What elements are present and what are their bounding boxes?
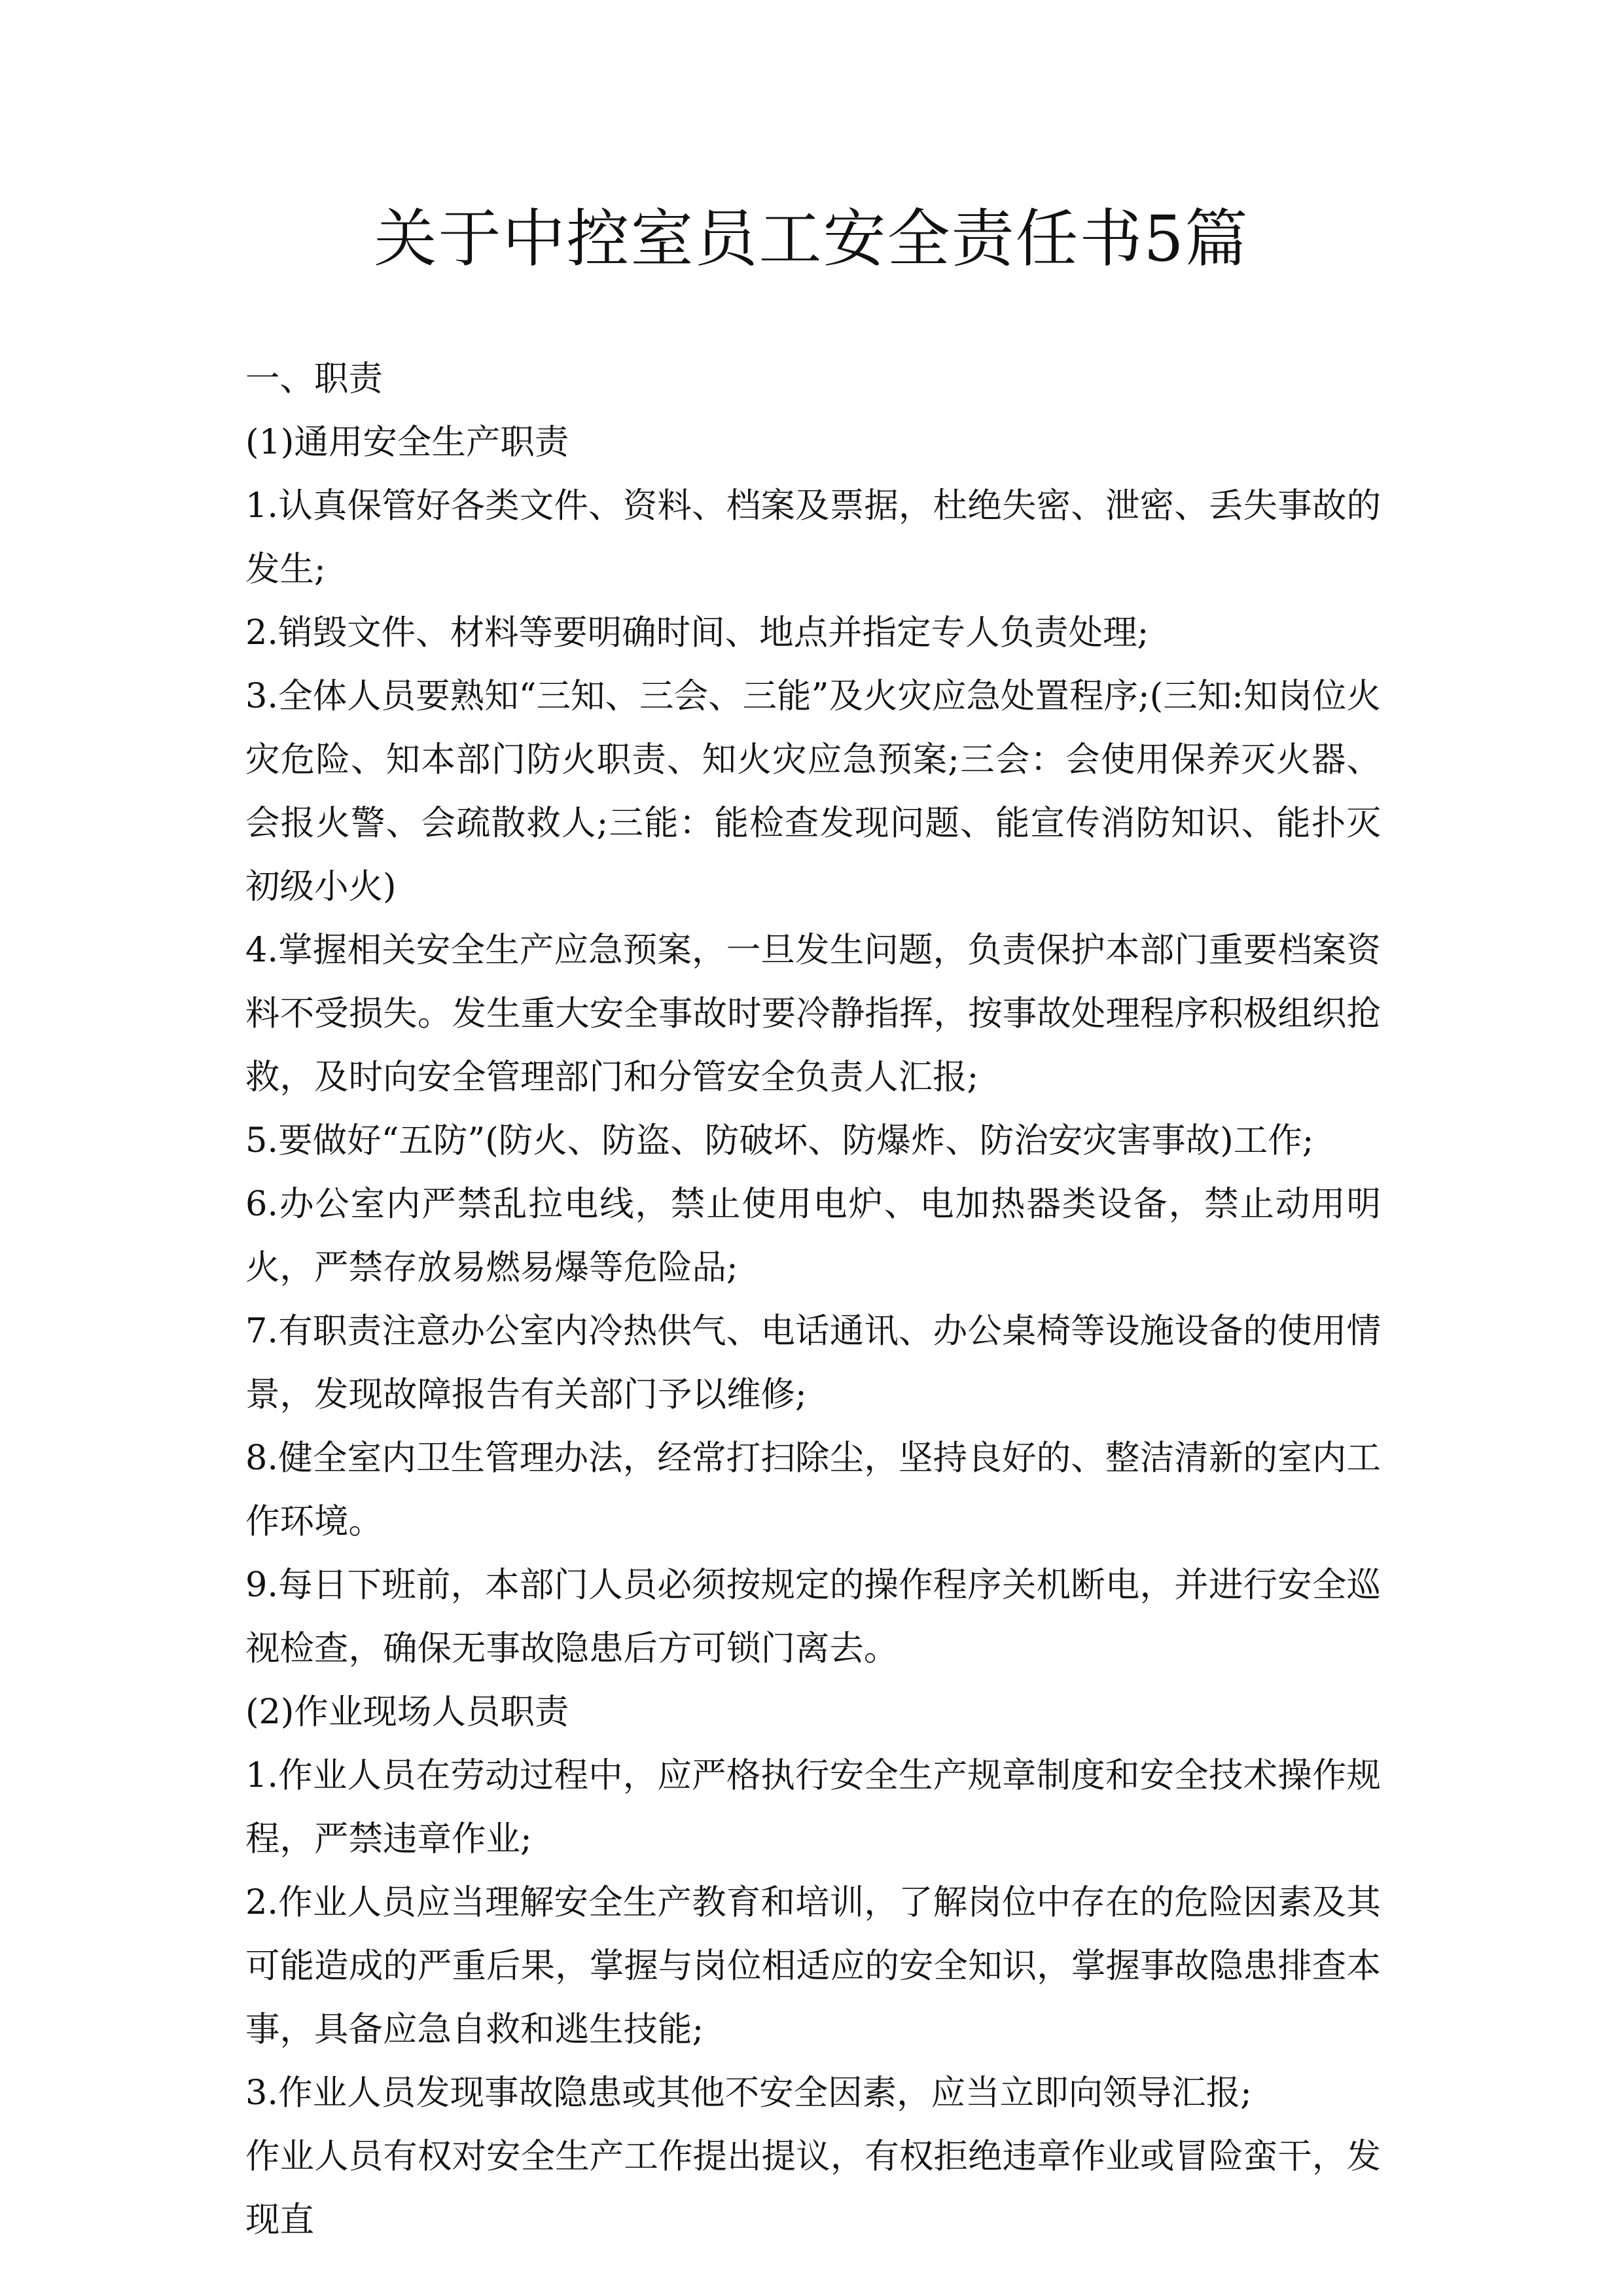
paragraph-general-6: 6.办公室内严禁乱拉电线，禁止使用电炉、电加热器类设备，禁止动用明火，严禁存放易燃易爆等危险品; <box>245 1184 1381 1287</box>
subsection-heading-general: (1)通用安全生产职责 <box>245 422 569 462</box>
paragraph-general-1: 1.认真保管好各类文件、资料、档案及票据，杜绝失密、泄密、丢失事故的发生; <box>245 486 1381 589</box>
subsection-heading-onsite: (2)作业现场人员职责 <box>245 1692 569 1732</box>
paragraph-general-3: 3.全体人员要熟知“三知、三会、三能”及火灾应急处置程序;(三知:知岗位火灾危险、知本部门防火职责、知火灾应急预案;三会：会使用保养灭火器、会报火警、会疏散救人;三能：能检查发现问题、能宣传消防知识、能扑灭初级小火) <box>245 676 1381 906</box>
paragraph-onsite-1: 1.作业人员在劳动过程中，应严格执行安全生产规章制度和安全技术操作规程，严禁违章作业; <box>245 1755 1381 1859</box>
paragraph-general-9: 9.每日下班前，本部门人员必须按规定的操作程序关机断电，并进行安全巡视检查，确保无事故隐患后方可锁门离去。 <box>245 1565 1381 1668</box>
paragraph-onsite-3: 3.作业人员发现事故隐患或其他不安全因素，应当立即向领导汇报; <box>245 2073 1252 2113</box>
document-body <box>245 347 1381 2251</box>
paragraph-general-7: 7.有职责注意办公室内冷热供气、电话通讯、办公桌椅等设施设备的使用情景，发现故障报告有关部门予以维修; <box>245 1311 1381 1414</box>
paragraph-general-8: 8.健全室内卫生管理办法，经常打扫除尘，坚持良好的、整洁清新的室内工作环境。 <box>245 1438 1381 1541</box>
paragraph-onsite-2: 2.作业人员应当理解安全生产教育和培训，了解岗位中存在的危险因素及其可能造成的严重后果，掌握与岗位相适应的安全知识，掌握事故隐患排查本事，具备应急自救和逃生技能; <box>245 1882 1381 2049</box>
paragraph-general-5: 5.要做好“五防”(防火、防盗、防破坏、防爆炸、防治安灾害事故)工作; <box>245 1121 1314 1160</box>
paragraph-general-4: 4.掌握相关安全生产应急预案，一旦发生问题，负责保护本部门重要档案资料不受损失。发生重大安全事故时要冷静指挥，按事故处理程序积极组织抢救，及时向安全管理部门和分管安全负责人汇报; <box>245 930 1381 1097</box>
document-title: 关于中控室员工安全责任书5篇 <box>374 202 1249 276</box>
section-heading-duties: 一、职责 <box>245 359 383 399</box>
paragraph-onsite-4: 作业人员有权对安全生产工作提出提议，有权拒绝违章作业或冒险蛮干，发现直 <box>245 2136 1381 2240</box>
paragraph-general-2: 2.销毁文件、材料等要明确时间、地点并指定专人负责处理; <box>245 613 1149 653</box>
